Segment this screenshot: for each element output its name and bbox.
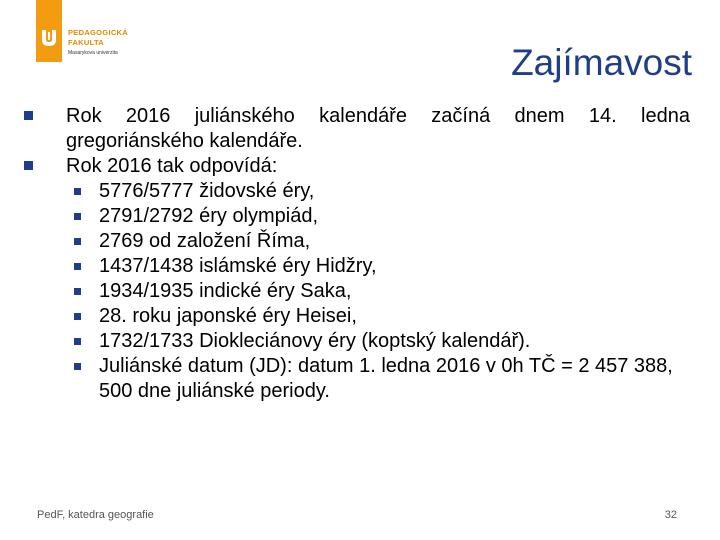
subbullet-item [18, 354, 690, 404]
page-number: 32 [664, 509, 677, 521]
bullet-square-icon [74, 213, 81, 220]
bullet-text: Rok 2016 juliánského kalendáře začíná dnem 14. ledna gregoriánského kalendáře. [66, 105, 690, 152]
bullet-square-icon [74, 188, 81, 195]
subbullet-text: 1934/1935 indické éry Saka, [99, 280, 352, 302]
slide-title: Zajímavost [511, 42, 692, 83]
subbullet-item [18, 304, 690, 329]
subbullet-item [18, 229, 690, 254]
logo-text-line2: FAKULTA [68, 38, 104, 47]
bullet-square-icon [74, 363, 81, 370]
subbullet-item [18, 179, 690, 204]
bullet-square-icon [74, 238, 81, 245]
bullet-square-icon [74, 263, 81, 270]
bullet-item [18, 154, 690, 179]
subbullet-text: 28. roku japonské éry Heisei, [99, 305, 357, 327]
subbullet-text: 2791/2792 éry olympiád, [99, 205, 319, 227]
footer-department: PedF, katedra geografie [37, 509, 154, 521]
slide-body [18, 104, 690, 404]
bullet-square-icon [24, 161, 33, 170]
logo-text-line1: PEDAGOGICKÁ [68, 28, 128, 37]
subbullet-text: 5776/5777 židovské éry, [99, 180, 315, 202]
bullet-square-icon [74, 288, 81, 295]
subbullet-text: 1437/1438 islámské éry Hidžry, [99, 255, 377, 277]
subbullet-item [18, 279, 690, 304]
bullet-text: Rok 2016 tak odpovídá: [66, 155, 278, 177]
logo-text-line3: Masarykova univerzita [68, 50, 118, 56]
bullet-square-icon [74, 313, 81, 320]
bullet-square-icon [74, 338, 81, 345]
subbullet-item [18, 329, 690, 354]
subbullet-item [18, 204, 690, 229]
bullet-square-icon [24, 111, 33, 120]
subbullet-text: 2769 od založení Říma, [99, 230, 311, 252]
subbullet-item [18, 254, 690, 279]
bullet-item [18, 104, 690, 154]
subbullet-text: 1732/1733 Diokleciánovy éry (koptský kalendář). [99, 330, 531, 352]
subbullet-text: Juliánské datum (JD): datum 1. ledna 2016 v 0h TČ = 2 457 388, 500 dne juliánské periody. [99, 355, 673, 402]
